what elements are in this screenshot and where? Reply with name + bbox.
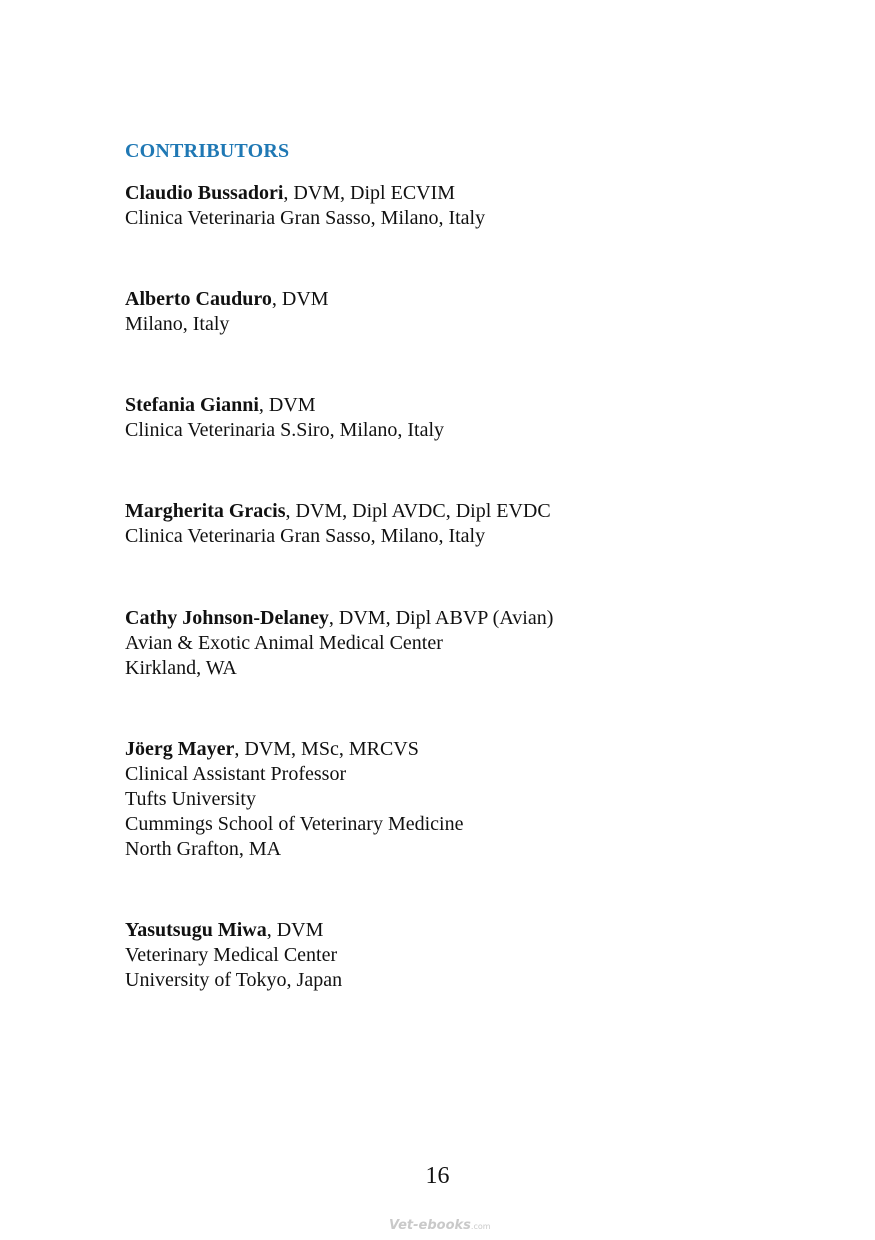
contributor-name-line: [125, 737, 463, 762]
contributor-name: Margherita Gracis: [125, 500, 286, 522]
contributor-name-line: [125, 181, 485, 206]
contributor-credentials: , DVM, Dipl ECVIM: [283, 182, 456, 204]
contributor-affiliation: North Grafton, MA: [125, 838, 282, 860]
contributor-credentials: , DVM, MSc, MRCVS: [234, 738, 419, 760]
contributor-credentials: , DVM: [266, 919, 324, 941]
contributor-affiliation: Cummings School of Veterinary Medicine: [125, 813, 464, 835]
contributor-entry: [125, 499, 551, 549]
contributor-affiliation: Kirkland, WA: [125, 657, 237, 679]
contributor-affiliation: Milano, Italy: [125, 313, 230, 335]
contributor-entry: [125, 606, 553, 681]
contributor-name-line: [125, 606, 553, 631]
contributor-affiliation: Clinica Veterinaria Gran Sasso, Milano, Italy: [125, 207, 486, 229]
contributor-name: Alberto Cauduro: [125, 288, 272, 310]
contributor-entry: [125, 393, 444, 443]
contributor-name: Stefania Gianni: [125, 394, 259, 416]
contributor-name-line: [125, 499, 551, 524]
contributor-entry: [125, 287, 329, 337]
contributor-name: Jöerg Mayer: [125, 738, 235, 760]
contributor-credentials: , DVM, Dipl AVDC, Dipl EVDC: [285, 500, 551, 522]
contributor-entry: [125, 918, 342, 993]
watermark-text: Vet-ebooks: [389, 1218, 471, 1233]
contributor-credentials: , DVM, Dipl ABVP (Avian): [328, 607, 554, 629]
contributor-credentials: , DVM: [258, 394, 316, 416]
contributor-name: Yasutsugu Miwa: [125, 919, 267, 941]
contributor-affiliation: Veterinary Medical Center: [125, 944, 338, 966]
contributor-credentials: , DVM: [271, 288, 329, 310]
contributor-entry: [125, 181, 485, 231]
contributor-name-line: [125, 393, 444, 418]
page-number: 16: [425, 1163, 450, 1189]
contributor-affiliation: Clinical Assistant Professor: [125, 763, 347, 785]
section-heading: CONTRIBUTORS: [125, 140, 290, 162]
contributor-name-line: [125, 287, 329, 312]
watermark-logo: [389, 1218, 491, 1233]
contributor-affiliation: University of Tokyo, Japan: [125, 969, 343, 991]
contributor-affiliation: Tufts University: [125, 788, 256, 810]
contributor-name: Cathy Johnson-Delaney: [125, 607, 329, 629]
contributor-name: Claudio Bussadori: [125, 182, 284, 204]
contributor-affiliation: Avian & Exotic Animal Medical Center: [125, 632, 443, 654]
contributor-name-line: [125, 918, 342, 943]
contributor-affiliation: Clinica Veterinaria Gran Sasso, Milano, Italy: [125, 525, 486, 547]
watermark-suffix: .com: [470, 1222, 491, 1231]
contributor-affiliation: Clinica Veterinaria S.Siro, Milano, Italy: [125, 419, 445, 441]
contributor-entry: [125, 737, 463, 862]
